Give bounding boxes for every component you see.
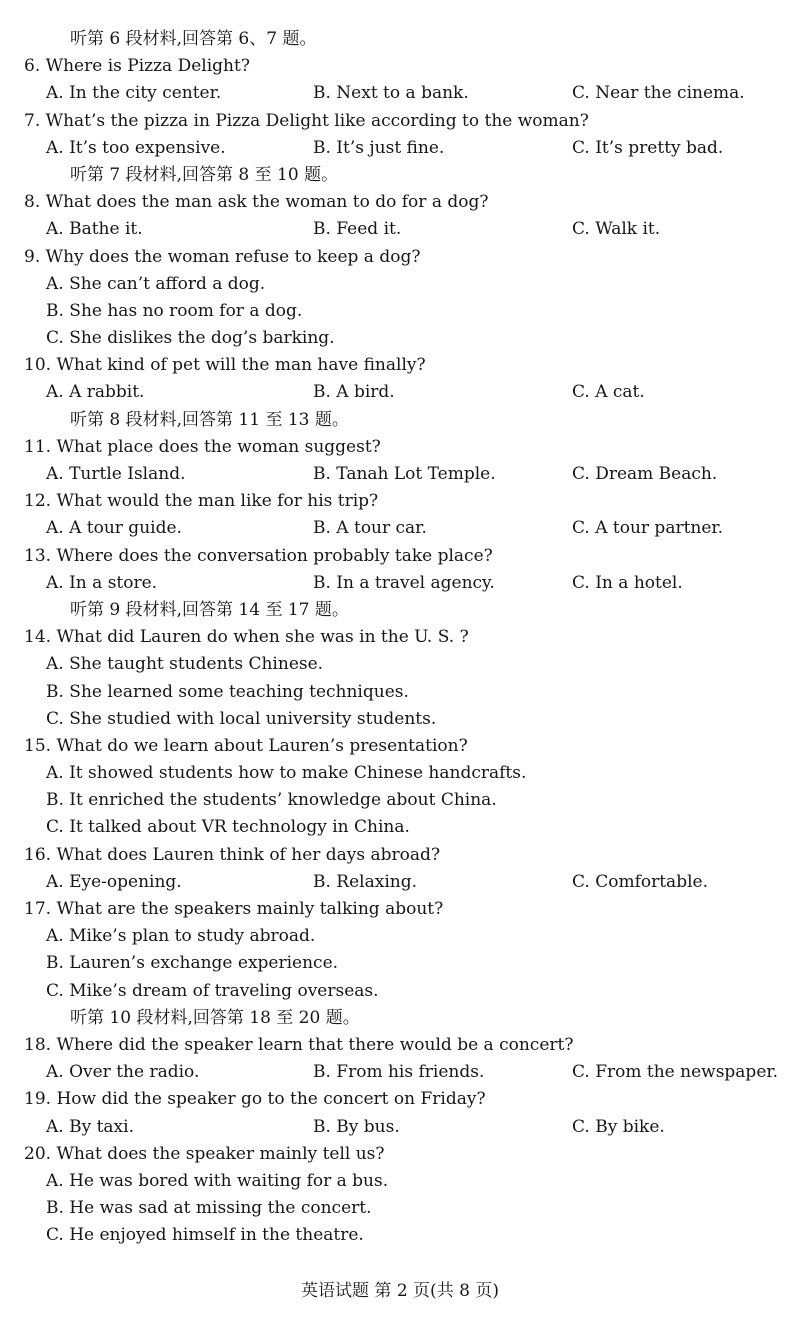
options-row bbox=[0, 869, 800, 896]
option-b: B. Feed it. bbox=[313, 219, 402, 240]
section-heading: 听第 7 段材料,回答第 8 至 10 题。 bbox=[70, 164, 339, 185]
option-a: A. She can’t afford a dog. bbox=[46, 273, 266, 294]
question-16: 16. What does Lauren think of her days abroad? bbox=[24, 844, 441, 865]
option-c: C. Walk it. bbox=[572, 219, 661, 240]
option-b: B. She has no room for a dog. bbox=[46, 300, 303, 321]
options-row bbox=[0, 80, 800, 107]
option-c: C. He enjoyed himself in the theatre. bbox=[46, 1225, 364, 1246]
section-heading: 听第 9 段材料,回答第 14 至 17 题。 bbox=[70, 599, 349, 620]
options-row bbox=[0, 1059, 800, 1086]
section-heading: 听第 10 段材料,回答第 18 至 20 题。 bbox=[70, 1007, 360, 1028]
question-7: 7. What’s the pizza in Pizza Delight like according to the woman? bbox=[24, 110, 589, 131]
option-b: B. She learned some teaching techniques. bbox=[46, 681, 409, 702]
option-b: B. Lauren’s exchange experience. bbox=[46, 953, 339, 974]
option-a: A. In the city center. bbox=[46, 83, 222, 104]
option-b: B. A tour car. bbox=[313, 518, 427, 539]
option-a: A. A tour guide. bbox=[46, 518, 182, 539]
option-a: A. In a store. bbox=[46, 572, 158, 593]
options-row bbox=[0, 570, 800, 597]
options-row bbox=[0, 135, 800, 162]
section-heading: 听第 6 段材料,回答第 6、7 题。 bbox=[70, 29, 317, 49]
option-b: B. He was sad at missing the concert. bbox=[46, 1198, 372, 1219]
question-6: 6. Where is Pizza Delight? bbox=[24, 56, 250, 77]
option-b: B. Tanah Lot Temple. bbox=[313, 464, 496, 484]
question-20: 20. What does the speaker mainly tell us? bbox=[24, 1143, 385, 1164]
option-a: A. Turtle Island. bbox=[46, 464, 186, 484]
option-a: A. Eye-opening. bbox=[46, 871, 182, 892]
option-b: B. It’s just fine. bbox=[313, 137, 445, 158]
options-row bbox=[0, 216, 800, 243]
question-13: 13. Where does the conversation probably take place? bbox=[24, 545, 493, 566]
options-row bbox=[0, 1114, 800, 1141]
option-b: B. It enriched the students’ knowledge about China. bbox=[46, 790, 497, 811]
option-c: C. By bike. bbox=[572, 1116, 665, 1137]
option-a: A. By taxi. bbox=[46, 1116, 134, 1137]
option-a: A. It’s too expensive. bbox=[46, 137, 226, 158]
option-b: B. Next to a bank. bbox=[313, 83, 469, 104]
question-11: 11. What place does the woman suggest? bbox=[24, 436, 381, 457]
question-list bbox=[0, 26, 800, 1249]
option-b: B. From his friends. bbox=[313, 1062, 485, 1083]
option-b: B. A bird. bbox=[313, 382, 395, 403]
option-c: C. Comfortable. bbox=[572, 871, 708, 892]
option-a: A. Bathe it. bbox=[46, 219, 143, 240]
option-a: A. He was bored with waiting for a bus. bbox=[46, 1170, 389, 1191]
question-10: 10. What kind of pet will the man have finally? bbox=[24, 355, 426, 376]
section-heading: 听第 8 段材料,回答第 11 至 13 题。 bbox=[70, 409, 349, 430]
option-c: C. From the newspaper. bbox=[572, 1062, 779, 1083]
option-a: A. It showed students how to make Chinese handcrafts. bbox=[46, 763, 527, 784]
option-c: C. She dislikes the dog’s barking. bbox=[46, 328, 335, 349]
page-footer: 英语试题 第 2 页(共 8 页) bbox=[301, 1281, 499, 1301]
question-18: 18. Where did the speaker learn that there would be a concert? bbox=[24, 1034, 574, 1055]
question-15: 15. What do we learn about Lauren’s presentation? bbox=[24, 735, 468, 756]
option-b: B. In a travel agency. bbox=[313, 572, 495, 593]
question-17: 17. What are the speakers mainly talking about? bbox=[24, 899, 444, 919]
option-a: A. Over the radio. bbox=[46, 1062, 200, 1083]
option-b: B. Relaxing. bbox=[313, 871, 417, 892]
option-c: C. A tour partner. bbox=[572, 518, 724, 539]
option-c: C. She studied with local university students. bbox=[46, 708, 437, 729]
option-a: A. She taught students Chinese. bbox=[46, 654, 324, 675]
question-14: 14. What did Lauren do when she was in the U. S. ? bbox=[24, 627, 469, 648]
option-b: B. By bus. bbox=[313, 1116, 400, 1137]
option-c: C. It talked about VR technology in China. bbox=[46, 817, 410, 838]
question-12: 12. What would the man like for his trip? bbox=[24, 491, 379, 512]
question-8: 8. What does the man ask the woman to do for a dog? bbox=[24, 192, 489, 213]
option-a: A. Mike’s plan to study abroad. bbox=[46, 926, 316, 947]
option-c: C. It’s pretty bad. bbox=[572, 137, 724, 158]
options-row bbox=[0, 515, 800, 542]
options-row bbox=[0, 461, 800, 488]
option-a: A. A rabbit. bbox=[46, 382, 145, 403]
question-19: 19. How did the speaker go to the concert on Friday? bbox=[24, 1089, 486, 1110]
option-c: C. A cat. bbox=[572, 382, 645, 403]
options-row bbox=[0, 379, 800, 406]
option-c: C. Near the cinema. bbox=[572, 83, 745, 104]
question-9: 9. Why does the woman refuse to keep a dog? bbox=[24, 246, 421, 267]
option-c: C. In a hotel. bbox=[572, 572, 683, 593]
option-c: C. Dream Beach. bbox=[572, 464, 718, 484]
option-c: C. Mike’s dream of traveling overseas. bbox=[46, 980, 379, 1001]
